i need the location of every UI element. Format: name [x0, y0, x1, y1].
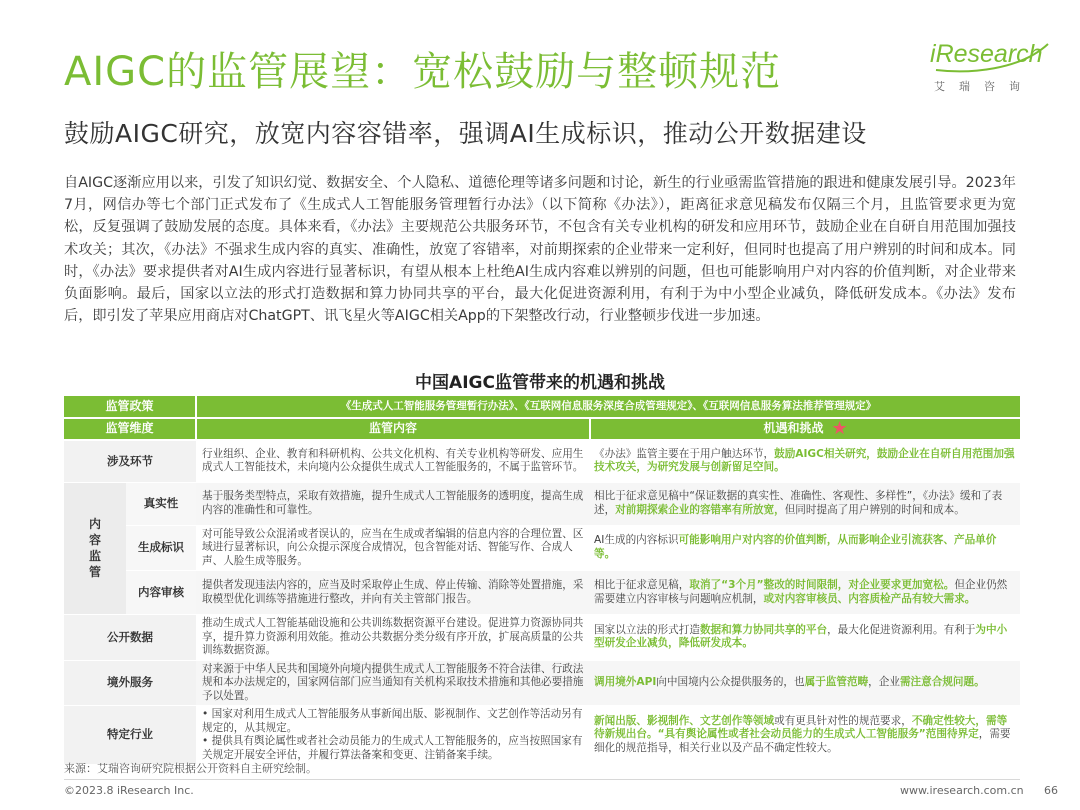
row-content: 行业组织、企业、教育和科研机构、公共文化机构、有关专业机构等研发、应用生成式人工智能技术，未向境内公众提供生成式人工智能服务的，不属于监管环节。: [196, 440, 590, 482]
row-opportunity: [590, 440, 1020, 482]
row-category: 境外服务: [64, 660, 196, 706]
intro-paragraph: 自AIGC逐渐应用以来，引发了知识幻觉、数据安全、个人隐私、道德伦理等诸多问题和讨论，新生的行业亟需监管措施的跟进和健康发展引导。2023年7月，网信办等七个部门正式发布了《生成式人工智能服务管理暂行办法》（以下简称《办法》），距离征求意见稿发布仅隔三个月，且监管要求更为宽松，反复强调了鼓励发展的态度。具体来看，《办法》主要规范公共服务环节，不包含有关专业机构的研发和应用环节，鼓励企业在自研自用范围加强技术攻关；其次，《办法》不强求生成内容的真实、准确性，放宽了容错率，对前期探索的企业带来一定利好，但同时也提高了用户辨别的时间和成本。同时，《办法》要求提供者对AI生成内容进行显著标识，有望从根本上杜绝AI生成内容难以辨别的问题，但也可能影响用户对内容的价值判断，对企业带来负面影响。最后，国家以立法的形式打造数据和算力协同共享的平台，最大化促进资源利用，有利于为中小型企业减负，降低研发成本。《办法》发布后，即引发了苹果应用商店对ChatGPT、讯飞星火等AIGC相关App的下架整改行动，行业整顿步伐进一步加速。: [64, 175, 1016, 325]
row-content: 推动生成式人工智能基础设施和公共训练数据资源平台建设。促进算力资源协同共享，提升算力资源利用效能。推动公共数据分类分级有序开放，扩展高质量的公共训练数据资源。: [196, 615, 590, 661]
group-label: 内容监管: [88, 517, 101, 580]
oppo-highlight: 鼓励AIGC相关研究，鼓励企业在自研自用范围加强技术攻关，为研究发展与创新留足空间。: [594, 447, 1015, 474]
oppo-highlight: 取消了“3个月”整改的时间限制，对企业要求更加宽松。: [689, 579, 955, 591]
logo-text: [930, 40, 1043, 69]
oppo-highlight: 调用境外API: [594, 676, 657, 688]
copyright: ©2023.8 iResearch Inc.: [64, 784, 194, 797]
regulation-table: [64, 396, 1020, 765]
policy-label: 监管政策: [64, 396, 196, 418]
oppo-header: [590, 418, 1020, 440]
oppo-highlight: 对前期探索企业的容错率有所放宽，: [615, 503, 785, 516]
table-row: [64, 440, 1020, 482]
oppo-text: 相比于征求意见稿中“保证数据的真实性、准确性、客观性、多样性”，《办法》缓和了表述，: [594, 490, 1003, 516]
table-row: [64, 482, 1020, 525]
policy-text: 《生成式人工智能服务管理暂行办法》、《互联网信息服务深度合成管理规定》、《互联网信息服务算法推荐管理规定》: [196, 396, 1020, 418]
table-row: [64, 706, 1020, 765]
row-content: 对来源于中华人民共和国境外向境内提供生成式人工智能服务不符合法律、行政法规和本办法规定的，国家网信部门应当通知有关机构采取技术措施和其他必要措施予以处置。: [196, 660, 590, 706]
footer-divider: [64, 779, 1020, 780]
row-opportunity: [590, 571, 1020, 615]
oppo-highlight: 需注意合规问题。: [899, 676, 985, 688]
oppo-text: 向中国境内公众提供服务的，也: [656, 676, 805, 688]
header-row: [64, 418, 1020, 440]
page-number: 66: [1044, 784, 1058, 797]
oppo-label: 机遇和挑战: [763, 421, 824, 436]
oppo-highlight: 为中小型研发企业减负，降低研发成本。: [594, 623, 1008, 650]
row-content: 对可能导致公众混淆或者误认的，应当在生成或者编辑的信息内容的合理位置、区域进行显著标识，向公众提示深度合成情况，包含智能对话、智能写作、合成人声、人脸生成等服务。: [196, 525, 590, 571]
oppo-text: ，最大化促进资源利用。有利于: [827, 623, 976, 636]
oppo-text: 《办法》监管主要在于用户触达环节，: [594, 447, 775, 460]
row-category: 特定行业: [64, 706, 196, 765]
iresearch-logo: [930, 40, 1054, 94]
content-bullet: • 提供具有舆论属性或者社会动员能力的生成式人工智能服务的，应当按照国家有关规定开展安全评估，并履行算法备案和变更、注销备案手续。: [202, 735, 583, 761]
content-bullet: • 国家对利用生成式人工智能服务从事新闻出版、影视制作、文艺创作等活动另有规定的，从其规定。: [202, 708, 583, 734]
content-regulation-group: [64, 482, 126, 615]
logo-initial: i: [930, 40, 936, 68]
row-content: [196, 706, 590, 765]
row-opportunity: [590, 660, 1020, 706]
row-content: 基于服务类型特点，采取有效措施，提升生成式人工智能服务的透明度，提高生成内容的准确性和可靠性。: [196, 482, 590, 525]
table-row: [64, 571, 1020, 615]
row-category: 涉及环节: [64, 440, 196, 482]
oppo-highlight: 可能影响用户对内容的价值判断，从而影响企业引流获客、产品单价等。: [594, 534, 997, 560]
table-row: [64, 615, 1020, 661]
row-opportunity: [590, 615, 1020, 661]
row-opportunity: [590, 482, 1020, 525]
oppo-text: AI生成的内容标识: [594, 534, 679, 547]
oppo-highlight: 数据和算力协同共享的平台: [699, 623, 828, 636]
row-category: 内容审核: [126, 571, 196, 615]
oppo-text: ，企业: [868, 676, 900, 688]
row-opportunity: [590, 706, 1020, 765]
oppo-text: 或有更具针对性的规范要求，: [774, 714, 912, 727]
website-link[interactable]: www.iresearch.com.cn: [900, 784, 1024, 797]
row-content: 提供者发现违法内容的，应当及时采取停止生成、停止传输、消除等处置措施，采取模型优化训练等措施进行整改，并向有关主管部门报告。: [196, 571, 590, 615]
oppo-highlight: 不确定性较大，需等待新规出台。: [594, 714, 1008, 741]
oppo-text: ，需要细化的规范指导，相关行业以及产品不确定性较大。: [594, 728, 1011, 754]
page-subtitle: 鼓励AIGC研究，放宽内容容错率，强调AI生成标识，推动公开数据建设: [64, 119, 867, 148]
oppo-text: 但同时提高了用户辨别的时间和成本。: [784, 503, 965, 516]
oppo-highlight: 或对内容审核员、内容质检产品有较大需求。: [763, 592, 976, 605]
logo-cn: 艾瑞咨询: [934, 80, 1034, 93]
oppo-text: 相比于征求意见稿，: [594, 579, 690, 591]
oppo-text: 国家以立法的形式打造: [594, 623, 700, 636]
row-opportunity: [590, 525, 1020, 571]
logo-brand: Research: [935, 40, 1043, 68]
oppo-highlight: 新闻出版、影视制作、文艺创作等领域: [594, 714, 775, 727]
oppo-highlight: “具有舆论属性或者社会动员能力的生成式人工智能服务”范围待界定: [657, 728, 979, 741]
page-title: AIGC的监管展望：宽松鼓励与整顿规范: [64, 49, 782, 95]
oppo-highlight: 属于监管范畴: [804, 676, 869, 688]
table-row: [64, 525, 1020, 571]
star-icon: ★: [831, 418, 848, 440]
policy-row: [64, 396, 1020, 418]
source-note: 来源：艾瑞咨询研究院根据公开资料自主研究绘制。: [64, 762, 317, 775]
table-row: [64, 660, 1020, 706]
row-category: 公开数据: [64, 615, 196, 661]
oppo-text: 但企业仍然需要建立内容审核与问题响应机制，: [594, 579, 1008, 605]
table-title: 中国AIGC监管带来的机遇和挑战: [415, 373, 665, 393]
dimension-label: 监管维度: [64, 418, 196, 440]
content-label: 监管内容: [196, 418, 590, 440]
row-category: 生成标识: [126, 525, 196, 571]
row-category: 真实性: [126, 482, 196, 525]
